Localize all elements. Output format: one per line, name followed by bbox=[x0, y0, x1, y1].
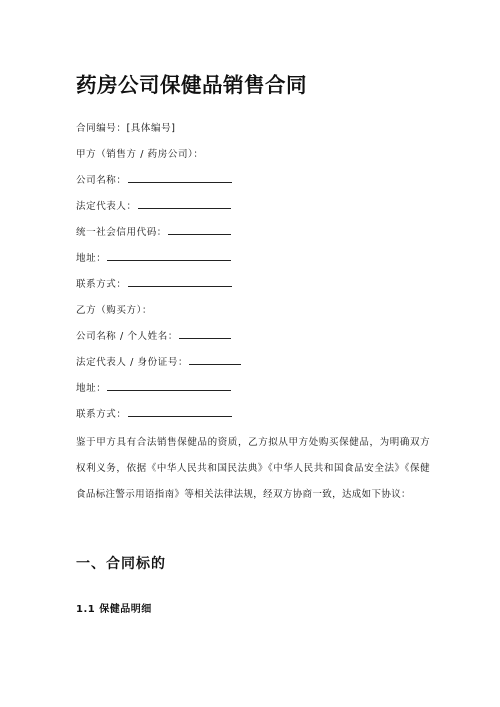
party-a-company-name-blank bbox=[128, 173, 232, 183]
party-b-rep-id-label: 法定代表人 / 身份证号： bbox=[76, 357, 189, 368]
party-a-credit-code-label: 统一社会信用代码： bbox=[76, 227, 167, 238]
party-a-header bbox=[76, 146, 204, 160]
party-a-address-blank bbox=[107, 251, 231, 261]
party-a-credit-code bbox=[76, 224, 231, 238]
contract-number bbox=[76, 120, 176, 134]
party-a-credit-code-blank bbox=[168, 225, 231, 235]
party-b-header bbox=[76, 302, 152, 316]
section-1-heading: 一、合同标的 bbox=[76, 556, 166, 572]
party-b-header-text: 乙方（购买方）： bbox=[76, 305, 153, 316]
party-a-legal-rep bbox=[76, 198, 231, 212]
preamble-paragraph: 鉴于甲方具有合法销售保健品的资质，乙方拟从甲方处购买保健品，为明确双方权利义务，依据《中华人民共和国民法典》《中华人民共和国食品安全法》《保健食品标注警示用语指南》等相关法律法规，经双方协商一致，达成如下协议： bbox=[76, 437, 430, 500]
party-a-contact bbox=[76, 276, 232, 290]
party-b-name-blank bbox=[179, 329, 231, 339]
contract-number-text: 合同编号：[具体编号] bbox=[76, 123, 176, 134]
party-a-address bbox=[76, 250, 231, 264]
party-b-name-label: 公司名称 / 个人姓名： bbox=[76, 331, 178, 342]
contract-title: 药房公司保健品销售合同 bbox=[76, 73, 307, 97]
party-a-legal-rep-label: 法定代表人： bbox=[76, 201, 137, 212]
party-b-name bbox=[76, 328, 231, 342]
party-a-contact-blank bbox=[128, 277, 232, 287]
party-b-contact-label: 联系方式： bbox=[76, 409, 127, 420]
party-b-address bbox=[76, 380, 231, 394]
party-a-company-name-label: 公司名称： bbox=[76, 175, 127, 186]
party-a-contact-label: 联系方式： bbox=[76, 279, 127, 290]
party-b-address-label: 地址： bbox=[76, 383, 107, 394]
party-a-legal-rep-blank bbox=[138, 199, 231, 209]
party-a-header-text: 甲方（销售方 / 药房公司）： bbox=[76, 149, 204, 160]
party-b-address-blank bbox=[107, 381, 231, 391]
section-1-1-heading: 1.1 保健品明细 bbox=[76, 604, 152, 615]
party-a-address-label: 地址： bbox=[76, 253, 107, 264]
party-b-rep-id bbox=[76, 354, 241, 368]
party-a-company-name bbox=[76, 172, 232, 186]
party-b-contact bbox=[76, 406, 232, 420]
party-b-rep-id-blank bbox=[189, 355, 241, 365]
party-b-contact-blank bbox=[128, 407, 232, 417]
